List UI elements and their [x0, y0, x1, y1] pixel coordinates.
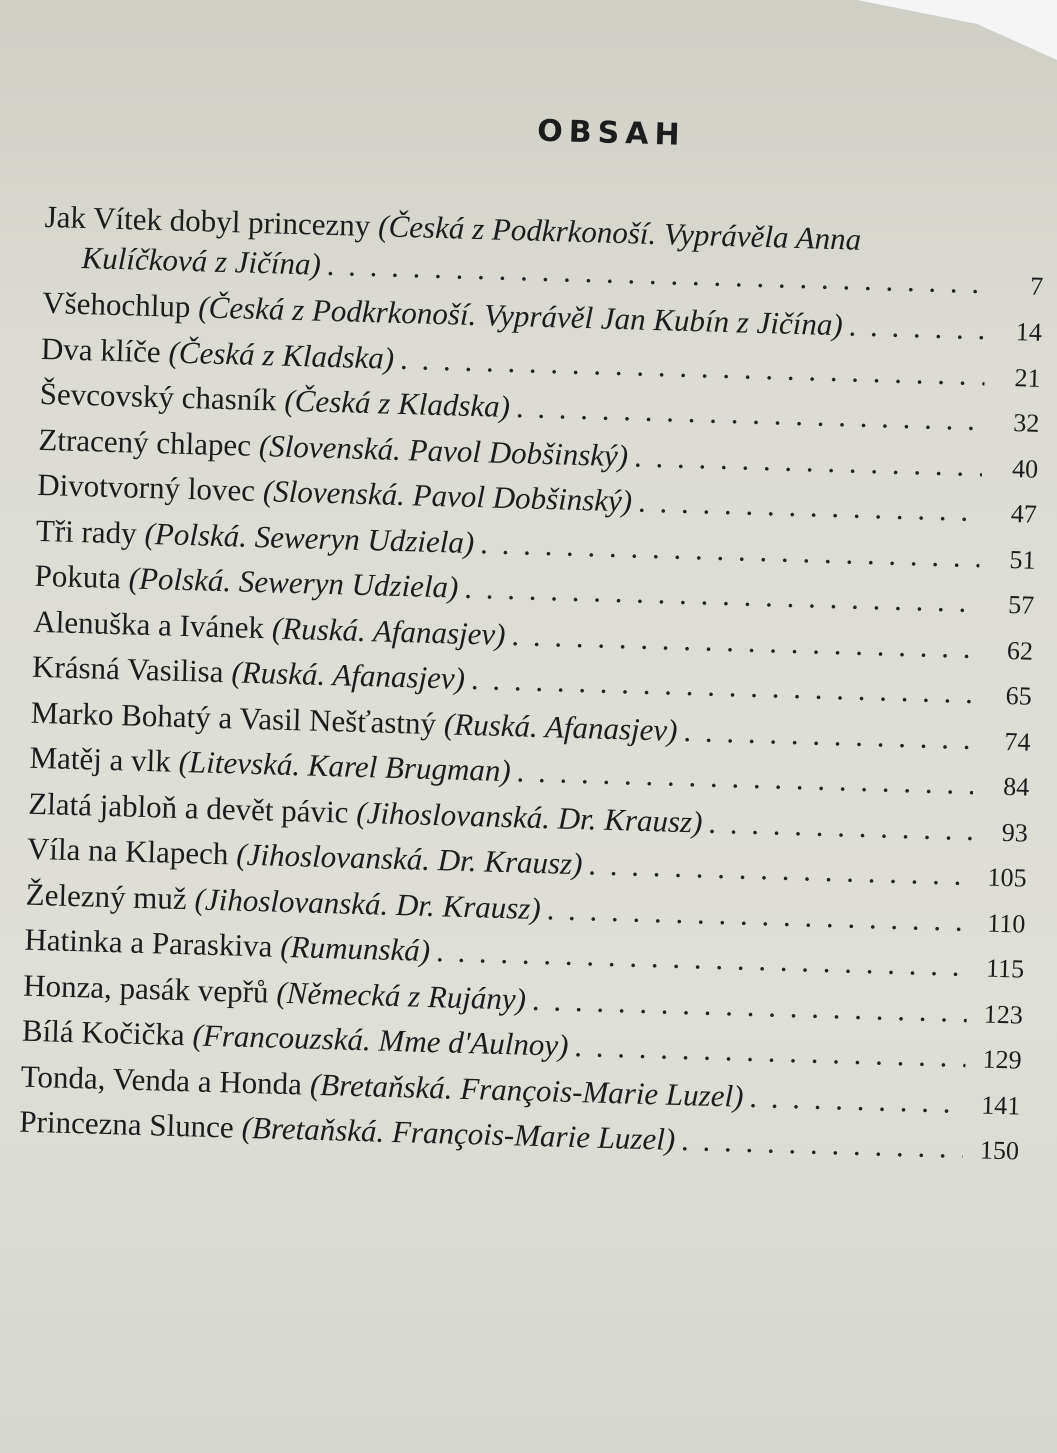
entry-title: Alenuška a Ivánek [32, 603, 265, 645]
entry-title: Železný muž [25, 876, 188, 916]
entry-page-number: 57 [1007, 590, 1035, 620]
entry-source: (Česká z Podkrkonoší. Vyprávěla Anna [377, 208, 862, 257]
entry-title: Ztracený chlapec [38, 421, 252, 463]
entry-page-number: 105 [987, 862, 1028, 893]
entry-source: (Rumunská) [279, 928, 431, 968]
dot-leader [708, 804, 973, 847]
entry-page-number: 21 [1014, 362, 1042, 393]
entry-title: Víla na Klapech [26, 830, 229, 872]
entry-page-number: 84 [1002, 771, 1030, 802]
entry-title: Princezna Slunce [18, 1103, 235, 1145]
entry-title: Divotvorný lovec [36, 466, 256, 508]
entry-source: (Bretaňská. François-Marie Luzel) [241, 1109, 676, 1157]
dot-leader [681, 1122, 964, 1166]
entry-source: (Ruská. Afanasjev) [231, 654, 466, 696]
entry-source: (Jihoslovanská. Dr. Krausz) [355, 794, 703, 840]
entry-title: Zlatá jabloň a devět pávic [27, 785, 349, 830]
entry-page-number: 40 [1011, 453, 1039, 484]
dot-leader [326, 245, 988, 303]
entry-source: (Česká z Kladska) [284, 382, 511, 425]
entry-source: (Německá z Rujány) [276, 974, 527, 1017]
entry-page-number: 74 [1004, 726, 1031, 757]
table-of-contents [19, 100, 1048, 1177]
entry-title: Dva klíče [40, 330, 162, 369]
entry-title: Tonda, Venda a Honda [20, 1058, 303, 1101]
entry-title: Krásná Vasilisa [31, 648, 225, 690]
entry-title: Matěj a vlk [29, 739, 172, 779]
entry-page-number: 150 [979, 1135, 1020, 1166]
entry-page-number: 65 [1005, 680, 1033, 711]
entry-page-number: 14 [1015, 317, 1043, 347]
entry-page-number: 32 [1012, 408, 1040, 438]
entry-page-number: 129 [982, 1044, 1022, 1075]
entry-title: Bílá Kočička [21, 1012, 186, 1053]
entry-source: (Jihoslovanská. Dr. Krausz) [194, 880, 542, 926]
entry-source: (Bretaňská. François-Marie Luzel) [309, 1066, 744, 1114]
toc-list [19, 197, 1045, 1177]
entry-source: (Jihoslovanská. Dr. Krausz) [235, 836, 583, 882]
entry-page-number: 93 [1001, 817, 1029, 848]
entry-page-number: 110 [986, 908, 1026, 939]
entry-page-number: 115 [985, 953, 1025, 984]
entry-title: Ševcovský chasník [39, 375, 277, 418]
entry-source: (Francouzská. Mme d'Aulnoy) [192, 1017, 569, 1063]
entry-source: (Polská. Seweryn Udziela) [128, 560, 459, 605]
entry-title: Tři rady [35, 512, 138, 551]
page-heading: OBSAH [536, 113, 687, 153]
entry-page-number: 123 [983, 998, 1024, 1030]
entry-title: Všehochlup [41, 284, 191, 325]
dot-leader [683, 712, 975, 756]
entry-title: Jak Vítek dobyl princezny [44, 198, 371, 244]
entry-source: (Česká z Podkrkonoší. Vyprávěl Jan Kubín z Jičína) [197, 289, 844, 343]
entry-source: (Ruská. Afanasjev) [271, 609, 507, 652]
entry-source: (Slovenská. Pavol Dobšinský) [258, 427, 629, 473]
entry-source: (Polská. Seweryn Udziela) [144, 515, 475, 560]
entry-page-number: 47 [1010, 499, 1038, 529]
entry-source: (Litevská. Karel Brugman) [178, 743, 512, 789]
dot-leader [848, 307, 986, 347]
entry-source: (Česká z Kladska) [168, 333, 395, 376]
dot-leader [749, 1078, 965, 1120]
entry-title: Pokuta [34, 557, 122, 596]
entry-source: (Slovenská. Pavol Dobšinský) [262, 473, 633, 519]
entry-page-number: 51 [1009, 544, 1036, 575]
entry-source-continued: Kulíčková z Jičína) [81, 240, 322, 282]
entry-title: Marko Bohatý a Vasil Nešťastný [30, 694, 437, 741]
entry-page-number: 7 [1029, 271, 1044, 301]
entry-title: Hatinka a Paraskiva [24, 921, 273, 964]
entry-page-number: 62 [1006, 635, 1034, 666]
entry-page-number: 141 [980, 1089, 1021, 1121]
entry-title: Honza, pasák vepřů [22, 967, 270, 1009]
entry-source: (Ruská. Afanasjev) [443, 705, 679, 748]
